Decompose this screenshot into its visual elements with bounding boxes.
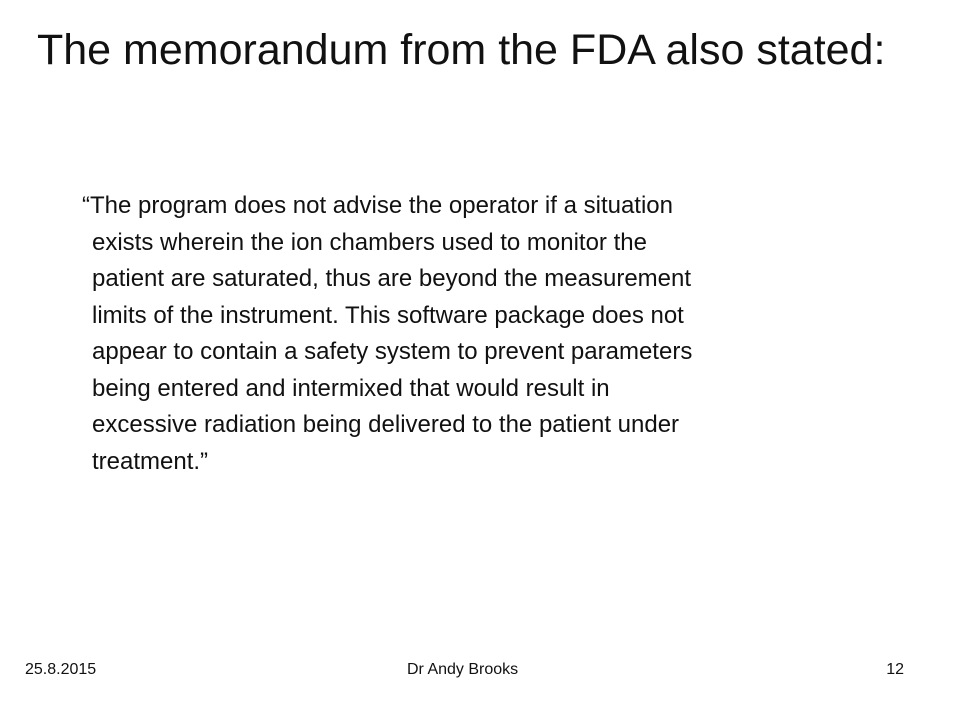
quote-line: treatment.”: [92, 447, 209, 475]
quote-line: patient are saturated, thus are beyond the measurement: [92, 265, 692, 292]
slide-page-number: 12: [886, 661, 904, 678]
footer-date: 25.8.2015: [25, 661, 97, 678]
quote-line: being entered and intermixed that would result in: [92, 374, 610, 402]
footer-author: Dr Andy Brooks: [407, 661, 519, 678]
quote-line: limits of the instrument. This software package does not: [92, 301, 684, 329]
fda-memorandum-quote: [82, 188, 912, 480]
quote-line: “The program does not advise the operator if a situation: [82, 192, 673, 219]
quote-line: exists wherein the ion chambers used to monitor the: [92, 228, 647, 256]
quote-line: appear to contain a safety system to prevent parameters: [92, 338, 693, 365]
quote-line: excessive radiation being delivered to the patient under: [92, 411, 680, 438]
slide-title: The memorandum from the FDA also stated:: [37, 26, 886, 74]
